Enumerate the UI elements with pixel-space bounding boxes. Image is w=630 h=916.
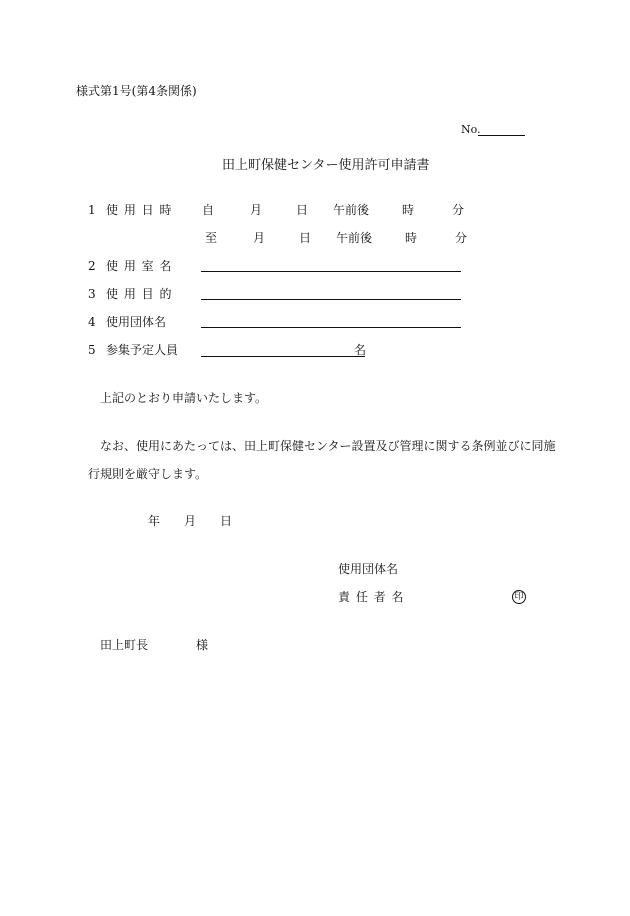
to-prefix: 至: [205, 231, 218, 245]
to-day-label: 日: [299, 231, 312, 245]
to-hour-label: 時: [405, 231, 418, 245]
to-minute-label: 分: [455, 231, 468, 245]
document-number-label: No.: [461, 123, 481, 136]
to-ampm-label: 午前後: [336, 231, 373, 245]
form-number-label: 様式第1号(第4条関係): [76, 84, 197, 98]
group-name-field[interactable]: [201, 327, 461, 328]
purpose-field[interactable]: [201, 299, 461, 300]
body-line-2: なお、使用にあたっては、田上町保健センター設置及び管理に関する条例並びに同施: [100, 439, 556, 453]
item-number-2: 2: [88, 259, 96, 273]
date-month-label: 月: [184, 514, 197, 528]
from-day-label: 日: [296, 203, 309, 217]
representative-label: 責 任 者 名: [338, 590, 405, 604]
attendees-field[interactable]: [201, 356, 365, 357]
attendees-unit: 名: [354, 343, 367, 357]
from-ampm-label: 午前後: [333, 203, 370, 217]
from-prefix: 自: [202, 203, 215, 217]
seal-mark: 印: [512, 590, 526, 604]
attendees-label: 参集予定人員: [106, 343, 179, 357]
addressee-name: 田上町長: [100, 638, 149, 652]
purpose-label: 使 用 目 的: [106, 287, 173, 301]
from-minute-label: 分: [452, 203, 465, 217]
item-number-3: 3: [88, 287, 96, 301]
body-line-1: 上記のとおり申請いたします。: [100, 391, 268, 405]
item-number-1: 1: [88, 203, 96, 217]
from-hour-label: 時: [402, 203, 415, 217]
group-name-label: 使用団体名: [106, 315, 167, 329]
from-month-label: 月: [250, 203, 263, 217]
form-title: 田上町保健センター使用許可申請書: [222, 158, 430, 173]
to-month-label: 月: [253, 231, 266, 245]
document-number-field[interactable]: [478, 135, 525, 136]
addressee-honorific: 様: [196, 638, 209, 652]
applicant-group-label: 使用団体名: [338, 562, 399, 576]
date-day-label: 日: [220, 514, 233, 528]
item-number-5: 5: [88, 343, 96, 357]
body-line-3: 行規則を厳守します。: [88, 467, 208, 481]
room-name-field[interactable]: [201, 271, 461, 272]
room-name-label: 使 用 室 名: [106, 259, 173, 273]
item-number-4: 4: [88, 315, 96, 329]
usage-datetime-label: 使 用 日 時: [106, 203, 173, 217]
date-year-label: 年: [148, 514, 161, 528]
